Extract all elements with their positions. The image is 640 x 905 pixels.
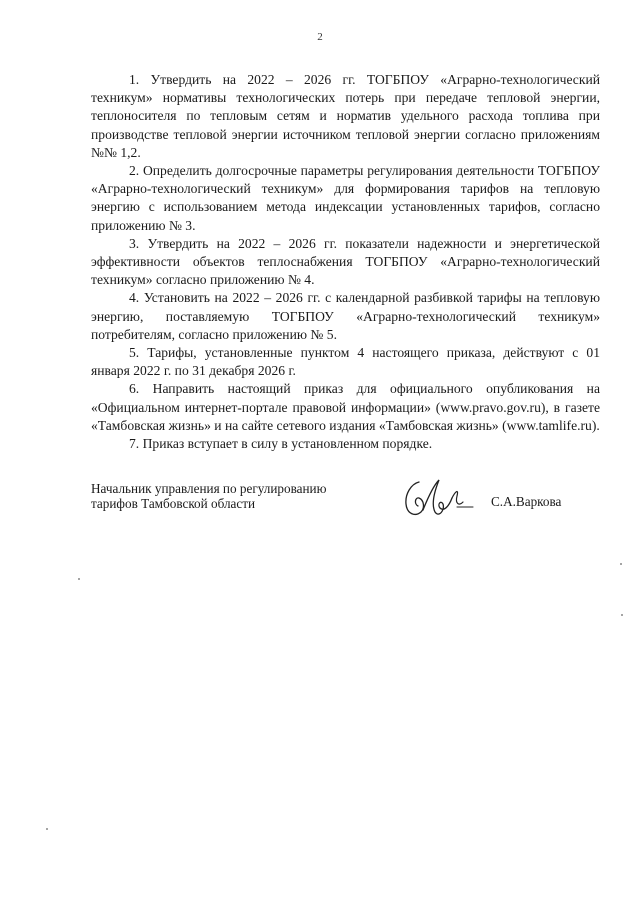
signatory-position-line-1: Начальник управления по регулированию [91,481,327,496]
order-item-2: 2. Определить долгосрочные параметры регулирования деятельности ТОГБПОУ «Аграрно-технологический техникум» для формирования тарифов на тепловую энергию с использованием метода индексации установленных тарифов, согласно приложению № 3. [91,163,600,233]
scan-speck [46,828,48,830]
order-item-3: 3. Утвердить на 2022 – 2026 гг. показатели надежности и энергетической эффективности объектов теплоснабжения ТОГБПОУ «Аграрно-технологический техникум» согласно приложению № 4. [91,235,600,288]
scan-speck [620,563,622,565]
signatory-position-line-2: тарифов Тамбовской области [91,496,256,511]
order-item-4: 4. Установить на 2022 – 2026 гг. с календарной разбивкой тарифы на тепловую энергию, поставляемую ТОГБПОУ «Аграрно-технологический техникум» потребителям, согласно приложению № 5. [91,290,600,342]
signature-block [91,481,600,521]
order-item-6: 6. Направить настоящий приказ для официального опубликования на «Официальном интернет-портале правовой информации» (www.pravo.gov.ru), в газете «Тамбовская жизнь» и на сайте сетевого издания «Тамбовская жизнь» (www.tamlife.ru). [91,381,600,433]
signatory-name: С.А.Варкова [491,494,562,509]
handwritten-signature [397,476,477,522]
order-item-7: 7. Приказ вступает в силу в установленном порядке. [129,436,433,452]
scan-speck [621,614,623,616]
scan-speck [78,578,80,580]
order-item-1: 1. Утвердить на 2022 – 2026 гг. ТОГБПОУ «Аграрно-технологический техникум» нормативы технологических потерь при передаче тепловой энергии, теплоносителя по тепловым сетям и норматив удельного расхода топлива при производстве тепловой энергии источником тепловой энергии согласно приложениям №№ 1,2. [91,72,600,160]
order-body [91,71,600,453]
signatory-position [91,481,391,511]
page-number: 2 [317,31,323,43]
order-item-5: 5. Тарифы, установленные пунктом 4 настоящего приказа, действуют с 01 января 2022 г. по 31 декабря 2026 г. [91,345,600,379]
